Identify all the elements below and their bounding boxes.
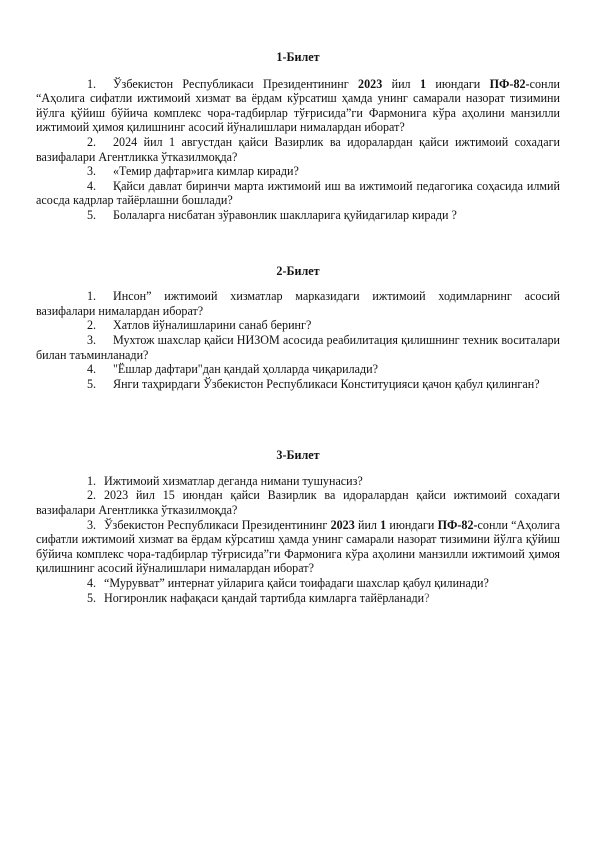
question-text: 2023 йил 15 июндан қайси Вазирлик ва идоралардан қайси ижтимоий сохадаги вазифалари Агентликка ўтказилмоқда? [36,488,560,518]
question-text-bold: 2023 [358,76,383,91]
ticket-2 [36,264,560,392]
question-number: 2. [87,488,97,503]
question-item [36,488,560,517]
question-item [36,591,560,606]
question-number: 4. [87,178,97,193]
question-item [36,362,560,377]
question-text: сонли “Аҳолига сифатли ижтимоий хизмат ва ёрдам кўрсатиш ҳамда унинг самарали назорат тизимини йўлга қўйиш бўйича комплекс чора-тадбирлар тўғрисида”ги Фармонига кўра аҳолини манзилли ижтимоий ҳимоя қилишнинг асосий йўналишлари нималардан иборат? [36,76,560,135]
question-number: 5. [87,376,97,391]
question-text: йил [354,517,381,532]
question-text: Инсон” ижтимоий хизматлар марказидаги ижтимоий ходимларнинг асосий вазифалари нималардан иборат? [36,289,560,318]
question-text: Хатлов йўналишларини санаб беринг? [113,318,312,333]
question-item [36,179,560,208]
question-number: 3. [87,517,97,532]
question-text-bold: 1 [380,517,387,532]
question-number: 4. [87,362,97,377]
question-mark: ? [424,590,430,605]
question-item [36,377,560,392]
question-number: 1. [87,76,97,91]
question-item [36,474,560,489]
question-number: 4. [87,576,97,591]
question-item [36,164,560,179]
question-number: 3. [87,332,97,347]
question-item [36,318,560,333]
question-text: июндаги [386,517,438,532]
question-text-bold: 1 [419,76,426,91]
ticket-title: 1-Билет [276,50,320,64]
ticket-title: 2-Билет [276,263,320,278]
question-text: "Ёшлар дафтари"дан қандай ҳолларда чиқарилади? [113,362,378,377]
question-number: 1. [87,289,97,304]
question-text: Ногиронлик нафақаси қандай тартибда кимларга тайёрланади [104,590,425,605]
question-text: Қайси давлат биринчи марта ижтимоий иш ва ижтимоий педагогика соҳасида илмий асосда кадрлар тайёрлашни бошлади? [36,178,560,208]
question-item [36,289,560,318]
ticket-1 [36,50,560,223]
question-number: 2. [87,134,97,149]
question-item [36,135,560,164]
question-item [36,77,560,135]
question-text: Ижтимоий хизматлар деганда нимани тушунасиз? [104,473,363,488]
question-number: 5. [87,207,97,222]
question-text: 2024 йил 1 августдан қайси Вазирлик ва идоралардан қайси ижтимоий сохадаги вазифалари Агентликка ўтказилмоқда? [36,134,560,164]
question-number: 3. [87,164,97,179]
question-text: Ўзбекистон Республикаси Президентининг [104,517,331,532]
question-number: 1. [87,473,97,488]
question-item [36,518,560,576]
question-item [36,576,560,591]
question-text: сонли “Аҳолига сифатли ижтимоий хизмат ва ёрдам кўрсатиш ҳамда унинг самарали назорат тизимини йўлга қўйиш бўйича комплекс чора-тадбирлар тўғрисида”ги Фармонига кўра аҳолини манзилли ижтимоий ҳимоя қилишнинг асосий йўналишлари нималардан иборат? [36,517,561,576]
question-text: Болаларга нисбатан зўравонлик шаклларига қуйидагилар киради ? [113,207,457,222]
question-text-bold: 2023 [330,517,355,532]
question-text: йил [382,76,420,91]
question-text: «Темир дафтар»ига кимлар киради? [113,164,299,179]
ticket-3 [36,448,560,605]
question-text: Янги таҳрирдаги Ўзбекистон Республикаси Конституцияси қачон қабул қилинган? [113,376,540,391]
question-item [36,333,560,362]
question-number: 5. [87,590,97,605]
question-text: Мухтож шахслар қайси НИЗОМ асосида реабилитация қилишнинг техник воситалари билан таъминланади? [36,332,560,362]
question-number: 2. [87,318,97,333]
question-item [36,208,560,223]
question-text: июндаги [425,76,490,91]
question-text-bold: ПФ-82- [437,517,478,532]
question-text: “Мурувват” интернат уйларига қайси тоифадаги шахслар қабул қилинади? [104,576,489,591]
question-text-bold: ПФ-82- [489,76,530,91]
ticket-title: 3-Билет [276,448,320,463]
question-text: Ўзбекистон Республикаси Президентининг [113,76,359,91]
